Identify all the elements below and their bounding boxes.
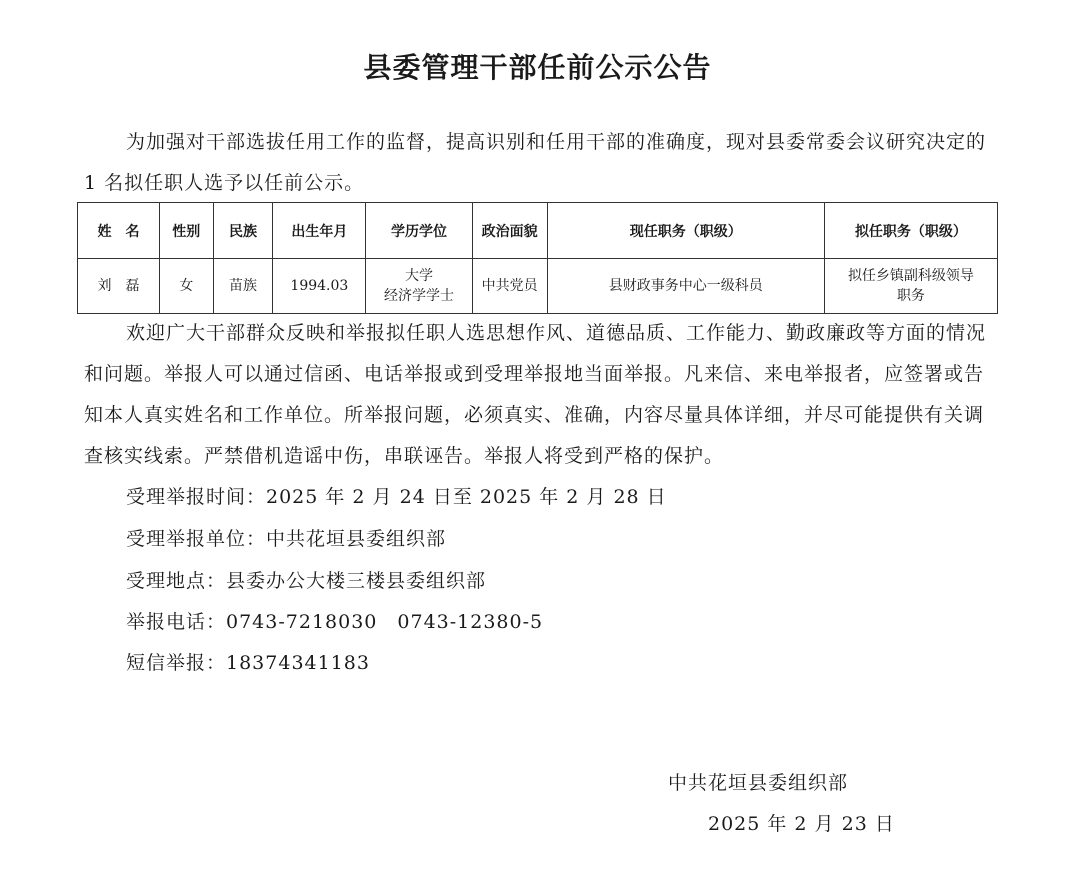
proposed-position-line-1: 拟任乡镇副科级领导 bbox=[847, 268, 974, 284]
header-education: 学历学位 bbox=[366, 203, 472, 259]
body-paragraph: 欢迎广大干部群众反映和举报拟任职人选思想作风、道德品质、工作能力、勤政廉政等方面的情况和问题。举报人可以通过信函、电话举报或到受理举报地当面举报。凡来信、来电举报者，应签署或告知本人真实姓名和工作单位。所举报问题，必须真实、准确，内容尽量具体详细，并尽可能提供有关调查核实线索。严禁借机造谣中伤，串联诬告。举报人将受到严格的保护。 bbox=[84, 322, 987, 467]
page-title: 县委管理干部任前公示公告 bbox=[363, 51, 712, 84]
report-phone: 举报电话：0743-7218030 0743-12380-5 bbox=[126, 611, 544, 633]
education-degree: 经济学学士 bbox=[384, 288, 455, 304]
header-ethnicity: 民族 bbox=[213, 203, 273, 259]
header-birth: 出生年月 bbox=[273, 203, 366, 259]
intro-paragraph: 为加强对干部选拔任用工作的监督，提高识别和任用干部的准确度，现对县委常委会议研究决定的 1 名拟任职人选予以任前公示。 bbox=[84, 131, 987, 194]
proposed-position-line-2: 职务 bbox=[896, 288, 925, 304]
report-location: 受理地点：县委办公大楼三楼县委组织部 bbox=[126, 570, 487, 592]
education-level: 大学 bbox=[405, 268, 434, 284]
cell-gender: 女 bbox=[159, 259, 213, 314]
report-time: 受理举报时间：2025 年 2 月 24 日至 2025 年 2 月 28 日 bbox=[126, 486, 667, 508]
report-sms: 短信举报：18374341183 bbox=[126, 652, 370, 674]
table-row bbox=[78, 259, 998, 314]
cell-education bbox=[366, 259, 472, 314]
header-political: 政治面貌 bbox=[472, 203, 547, 259]
header-current-position: 现任职务（职级） bbox=[547, 203, 824, 259]
signature-org: 中共花垣县委组织部 bbox=[668, 772, 849, 794]
cell-birth: 1994.03 bbox=[273, 259, 366, 314]
cell-ethnicity: 苗族 bbox=[213, 259, 273, 314]
cell-current-position: 县财政事务中心一级科员 bbox=[547, 259, 824, 314]
cell-proposed-position bbox=[824, 259, 997, 314]
signature-date: 2025 年 2 月 23 日 bbox=[708, 813, 895, 835]
table-header-row bbox=[78, 203, 998, 259]
header-proposed-position: 拟任职务（职级） bbox=[824, 203, 997, 259]
cell-political: 中共党员 bbox=[472, 259, 547, 314]
candidate-table bbox=[77, 202, 998, 314]
header-gender: 性别 bbox=[159, 203, 213, 259]
cell-name: 刘 磊 bbox=[78, 259, 160, 314]
header-name: 姓 名 bbox=[78, 203, 160, 259]
report-unit: 受理举报单位：中共花垣县委组织部 bbox=[126, 528, 447, 550]
